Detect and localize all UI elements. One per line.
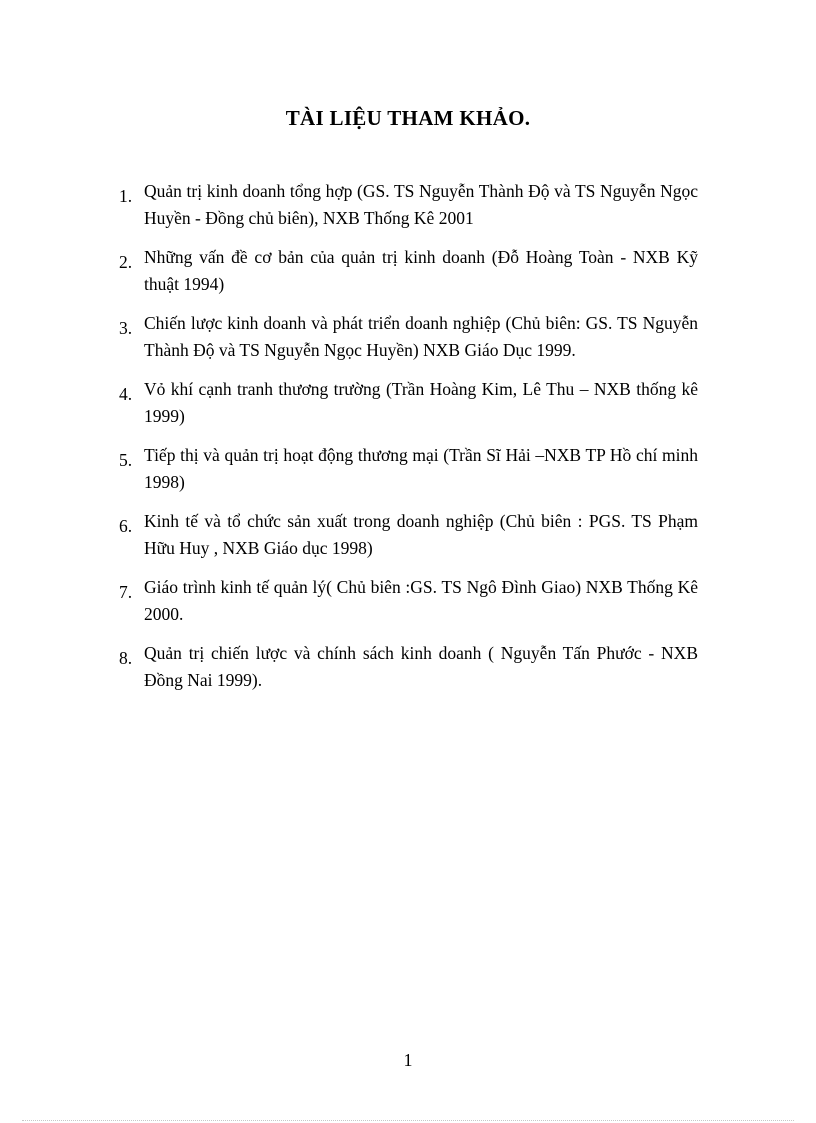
reference-number: 5. <box>119 450 133 470</box>
reference-number: 7. <box>119 582 133 602</box>
reference-text: Tiếp thị và quản trị hoạt động thương mại (Trần Sĩ Hải –NXB TP Hồ chí minh 1998) <box>144 445 698 492</box>
reference-item <box>112 508 698 562</box>
reference-item <box>112 310 698 364</box>
reference-number: 2. <box>119 252 133 272</box>
reference-number: 6. <box>119 516 133 536</box>
reference-number: 1. <box>119 186 133 206</box>
reference-text: Chiến lược kinh doanh và phát triển doanh nghiệp (Chủ biên: GS. TS Nguyễn Thành Độ và TS Nguyễn Ngọc Huyền) NXB Giáo Dục 1999. <box>144 313 698 360</box>
page-number: 1 <box>403 1050 413 1070</box>
reference-list <box>112 178 698 706</box>
reference-number: 4. <box>119 384 133 404</box>
page-bottom-divider <box>22 1120 794 1121</box>
page-title: TÀI LIỆU THAM KHẢO. <box>285 106 531 130</box>
reference-text: Giáo trình kinh tế quản lý( Chủ biên :GS. TS Ngô Đình Giao) NXB Thống Kê 2000. <box>144 577 698 624</box>
reference-item <box>112 640 698 694</box>
reference-number: 3. <box>119 318 133 338</box>
reference-text: Quản trị kinh doanh tổng hợp (GS. TS Nguyễn Thành Độ và TS Nguyễn Ngọc Huyền - Đồng chủ biên), NXB Thống Kê 2001 <box>144 181 698 228</box>
reference-text: Những vấn đề cơ bản của quản trị kinh doanh (Đỗ Hoàng Toàn - NXB Kỹ thuật 1994) <box>144 247 698 294</box>
reference-item <box>112 376 698 430</box>
reference-number: 8. <box>119 648 133 668</box>
reference-item <box>112 442 698 496</box>
reference-item <box>112 574 698 628</box>
reference-item <box>112 178 698 232</box>
reference-item <box>112 244 698 298</box>
reference-text: Vỏ khí cạnh tranh thương trường (Trần Hoàng Kim, Lê Thu – NXB thống kê 1999) <box>144 379 698 426</box>
reference-text: Quản trị chiến lược và chính sách kinh doanh ( Nguyễn Tấn Phước - NXB Đồng Nai 1999). <box>144 643 698 690</box>
reference-text: Kinh tế và tổ chức sản xuất trong doanh nghiệp (Chủ biên : PGS. TS Phạm Hữu Huy , NXB Giáo dục 1998) <box>144 511 698 558</box>
